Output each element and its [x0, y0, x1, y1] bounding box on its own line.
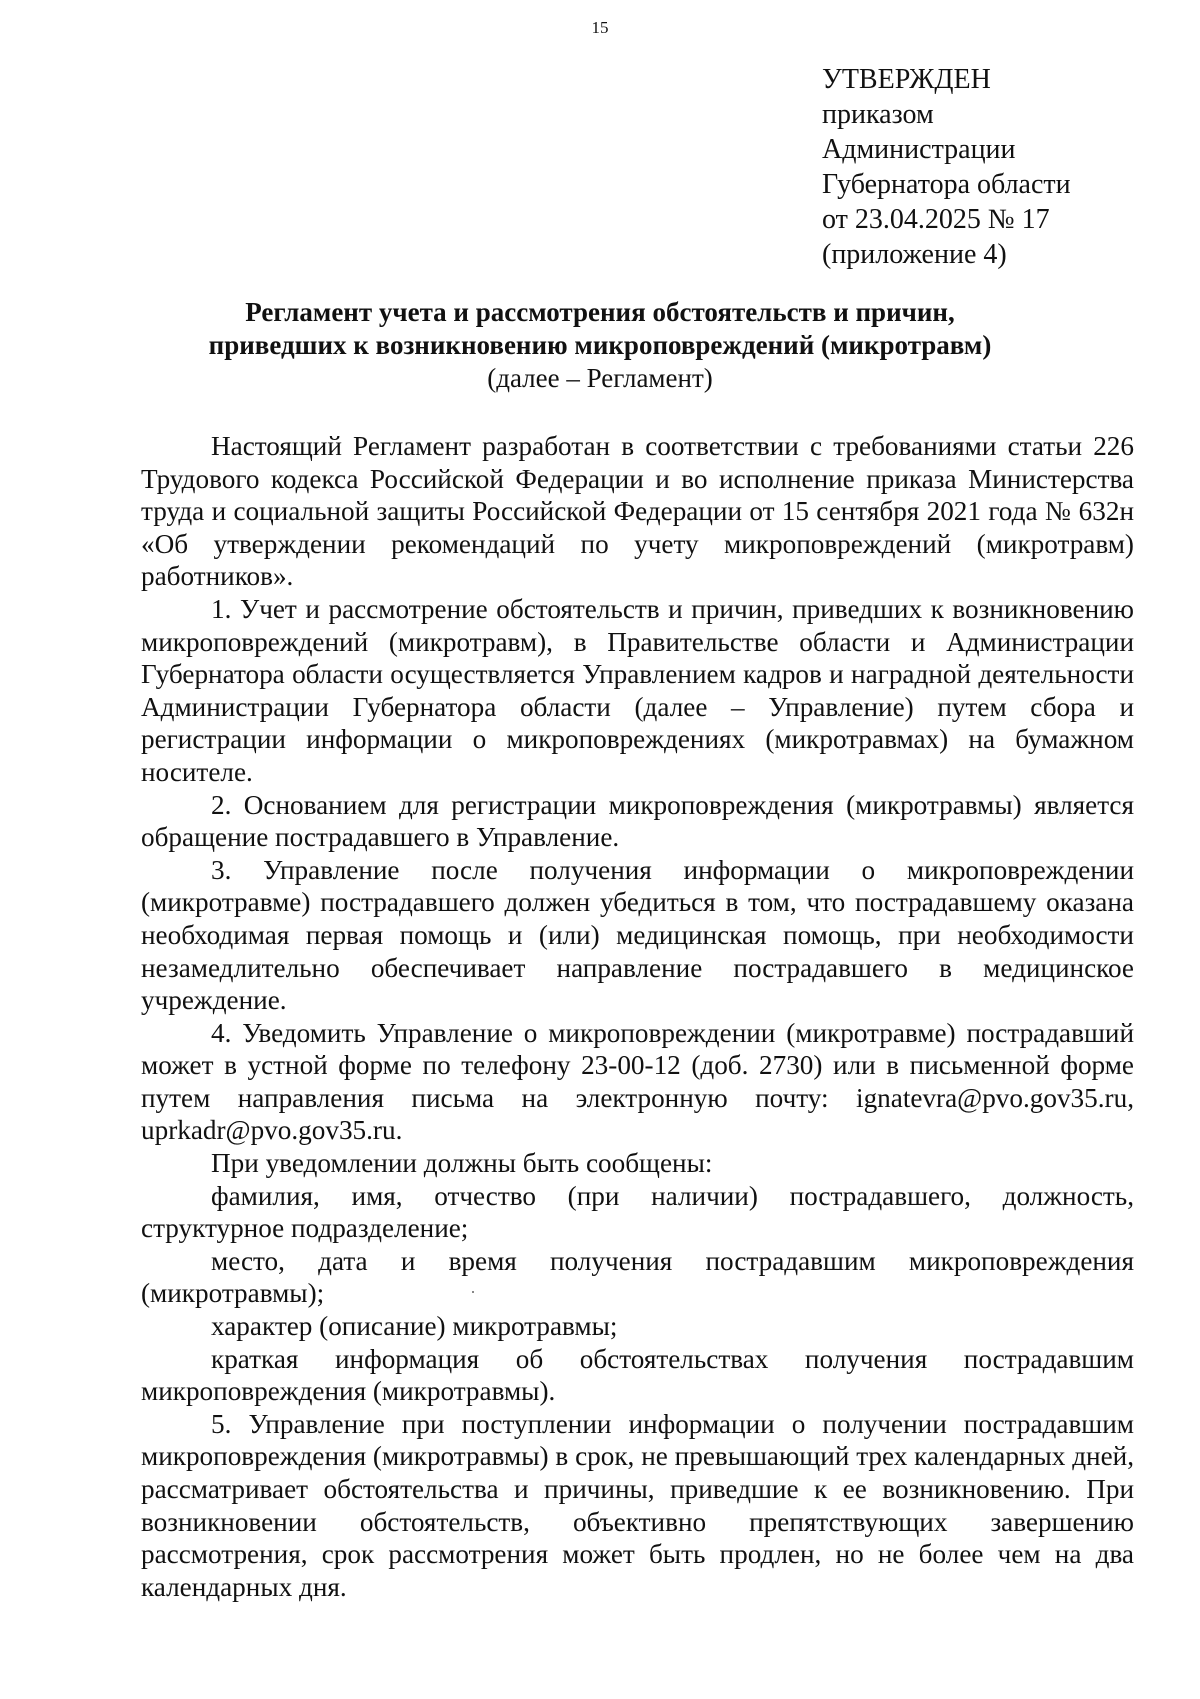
clause-3: 3. Управление после получения информации о микроповреждении (микротравме) пострадавшего должен убедиться в том, что пострадавшему оказана необходимая первая помощь и (или) медицинская помощь, при необходимости незамедлительно обеспечивает направление пострадавшего в медицинское учреждение.: [141, 854, 1134, 1016]
title-line-2: приведших к возникновению микроповреждений (микротравм): [208, 330, 992, 360]
clause-5: 5. Управление при поступлении информации о получении пострадавшим микроповреждения (микротравмы) в срок, не превышающий трех календарных дней, рассматривает обстоятельства и причины, приведшие к ее возникновению. При возникновении обстоятельств, объективно препятствующих завершению рассмотрения, срок рассмотрения может быть продлен, но не более чем на два календарных дня.: [141, 1408, 1134, 1602]
approval-appendix: (приложение 4): [822, 239, 1007, 270]
clause-1: 1. Учет и рассмотрение обстоятельств и причин, приведших к возникновению микроповреждений (микротравм), в Правительстве области и Администрации Губернатора области осуществляется Управлением кадров и наградной деятельности Администрации Губернатора области (далее – Управление) путем сбора и регистрации информации о микроповреждениях (микротравмах) на бумажном носителе.: [141, 593, 1134, 787]
document-body: [141, 430, 1134, 1603]
approval-stamp-heading: УТВЕРЖДЕН: [822, 64, 991, 95]
notification-item-name: фамилия, имя, отчество (при наличии) пострадавшего, должность, структурное подразделение;: [141, 1180, 1134, 1244]
document-subtitle: (далее – Регламент): [487, 363, 713, 393]
clause-4: 4. Уведомить Управление о микроповреждении (микротравме) пострадавший может в устной форме по телефону 23-00-12 (доб. 2730) или в письменной форме путем направления письма на электронную почту: ignatevra@pvo.gov35.ru, uprkadr@pvo.gov35.ru.: [141, 1017, 1134, 1146]
intro-paragraph: Настоящий Регламент разработан в соответствии с требованиями статьи 226 Трудового кодекса Российской Федерации и во исполнение приказа Министерства труда и социальной защиты Российской Федерации от 15 сентября 2021 года № 632н «Об утверждении рекомендаций по учету микроповреждений (микротравм) работников».: [141, 431, 1134, 592]
clause-2: 2. Основанием для регистрации микроповреждения (микротравмы) является обращение пострадавшего в Управление.: [141, 789, 1134, 853]
approval-order-line: приказом: [822, 99, 934, 130]
approval-authority-line: Администрации: [822, 134, 1016, 165]
approval-date-number: от 23.04.2025 № 17: [822, 204, 1050, 235]
notification-item-place-time: место, дата и время получения пострадавшим микроповреждения (микротравмы);: [141, 1245, 1134, 1309]
notification-item-circumstances: краткая информация об обстоятельствах получения пострадавшим микроповреждения (микротравмы).: [141, 1343, 1134, 1407]
notification-intro: При уведомлении должны быть сообщены:: [211, 1148, 713, 1179]
document-title: [140, 296, 1060, 362]
scan-speck: [472, 1291, 474, 1293]
title-line-1: Регламент учета и рассмотрения обстоятельств и причин,: [245, 297, 955, 327]
approval-governor-line: Губернатора области: [822, 169, 1071, 200]
approval-block: [822, 62, 1162, 272]
page-number: 15: [591, 18, 609, 37]
notification-item-nature: характер (описание) микротравмы;: [211, 1311, 618, 1342]
